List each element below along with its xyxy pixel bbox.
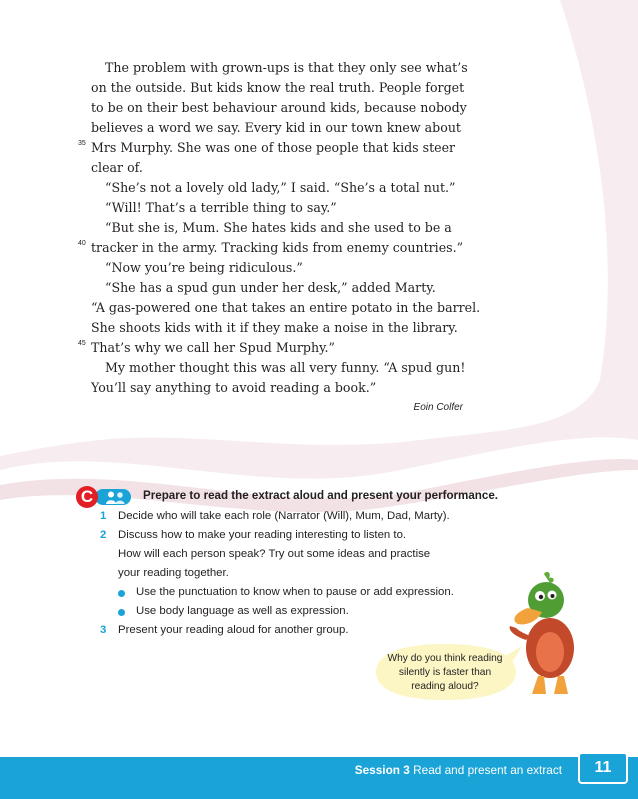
author-credit: Eoin Colfer [413,402,463,413]
passage-line: “A gas-powered one that takes an entire potato in the barrel. [91,300,481,315]
bullet-item: Use the punctuation to know when to pause or add expression. [0,586,638,602]
activity-heading: Prepare to read the extract aloud and present your performance. [143,489,499,502]
step-1: 1 Decide who will take each role (Narrator (Will), Mum, Dad, Marty). [100,510,450,522]
passage-line: “But she is, Mum. She hates kids and she used to be a [105,220,452,235]
bullet-dot [118,590,125,597]
page-number: 11 [578,752,628,784]
session-label: Session 3 [354,763,410,777]
passage-line: The problem with grown-ups is that they only see what’s [105,60,468,75]
passage-line: You’ll say anything to avoid reading a book.” [91,380,377,395]
speech-bubble: Why do you think reading silently is faster than reading aloud? [366,638,524,706]
step-3: 3 Present your reading aloud for another group. [100,624,349,636]
step-2-line: How will each person speak? Try out some ideas and practise [118,548,431,560]
passage-line: My mother thought this was all very funny. “A spud gun! [105,360,466,375]
passage-line: believes a word we say. Every kid in our town knew about [91,120,461,135]
activity-letter: C [76,486,98,508]
passage-line: on the outside. But kids know the real truth. People forget [91,80,465,95]
line-number: 40 [78,240,86,247]
passage-line: 35 Mrs Murphy. She was one of those people that kids steer [0,138,638,158]
passage-line: clear of. [91,160,143,175]
bullet-dot [118,609,125,616]
passage-line: “She’s not a lovely old lady,” I said. “She’s a total nut.” [105,180,456,195]
session-title: Read and present an extract [413,763,562,777]
duck-mascot-icon [506,570,586,700]
bullet-item: Use body language as well as expression. [0,605,638,621]
footer-session [355,763,562,777]
line-number: 45 [78,340,86,347]
line-number: 35 [78,140,86,147]
activity-badge [76,486,134,508]
passage-line: to be on their best behaviour around kids, because nobody [91,100,467,115]
passage-line: “Will! That’s a terrible thing to say.” [105,200,337,215]
passage-line: 40 tracker in the army. Tracking kids from enemy countries.” [0,238,638,258]
step-2: 2 Discuss how to make your reading interesting to listen to. [100,529,407,541]
passage-line: She shoots kids with it if they make a noise in the library. [91,320,458,335]
passage-line: “Now you’re being ridiculous.” [105,260,303,275]
passage-line: 45 That’s why we call her Spud Murphy.” [0,338,638,358]
passage-line: “She has a spud gun under her desk,” added Marty. [105,280,436,295]
step-2-line: your reading together. [118,567,229,579]
pair-people-icon [95,489,131,505]
